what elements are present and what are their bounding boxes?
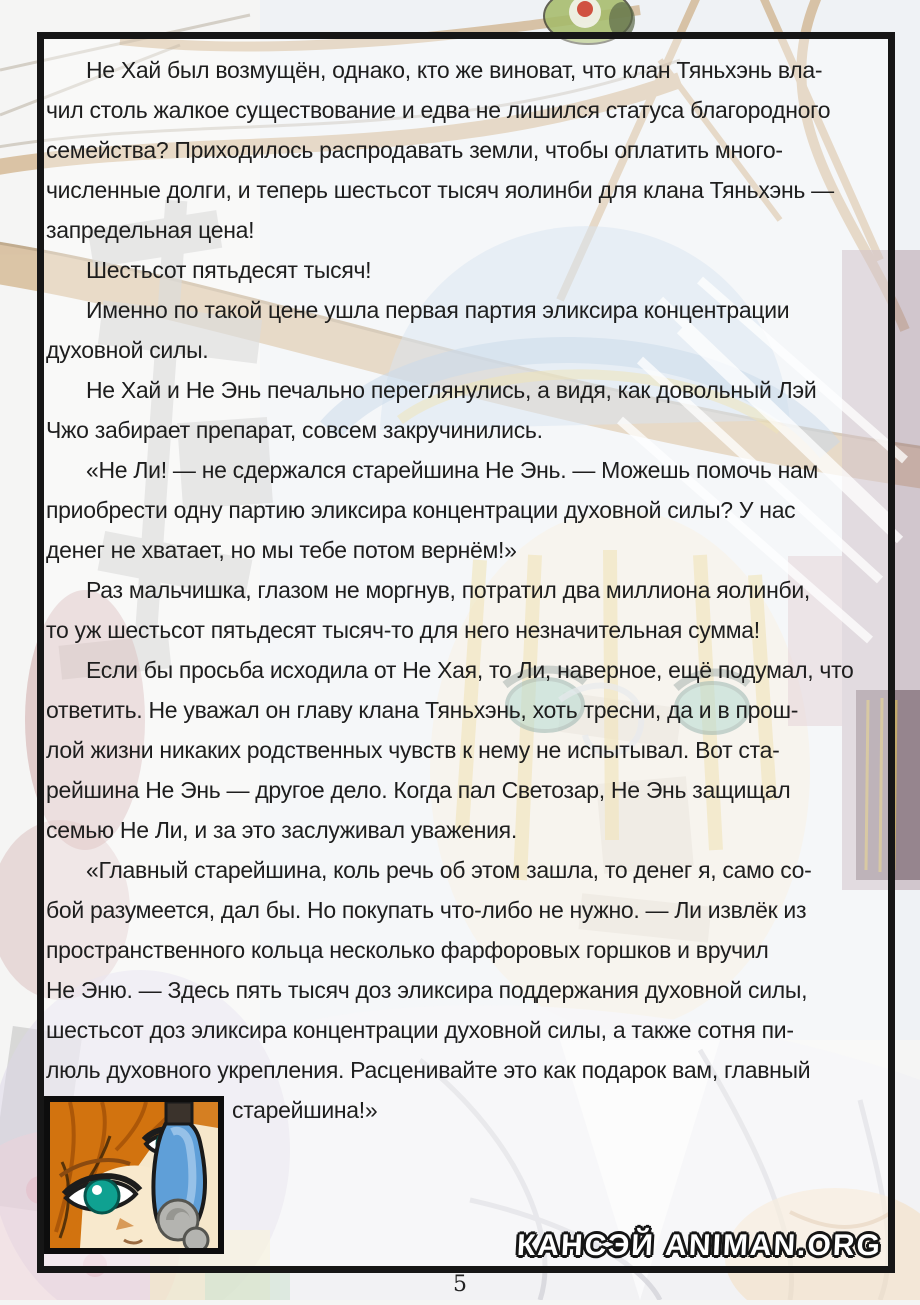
- text-line: Не Хай и Не Энь печально переглянулись, а видя, как довольный Лэй: [86, 377, 817, 403]
- text-line: старейшина!»: [232, 1097, 378, 1123]
- text-line: приобрести одну партию эликсира концентрации духовной силы? У нас: [46, 497, 796, 523]
- text-line: Не Хай был возмущён, однако, кто же виноват, что клан Тяньхэнь вла-: [86, 57, 823, 83]
- text-line: Не Эню. — Здесь пять тысяч доз эликсира поддержания духовной силы,: [46, 977, 808, 1003]
- text-line: запредельная цена!: [46, 217, 255, 243]
- page-number: 5: [453, 1272, 467, 1297]
- text-line: люль духовного укрепления. Расценивайте это как подарок вам, главный: [46, 1057, 811, 1083]
- text-line: чил столь жалкое существование и едва не лишился статуса благородного: [46, 97, 831, 123]
- text-line: «Главный старейшина, коль речь об этом зашла, то денег я, само со-: [86, 857, 812, 883]
- watermark: КАНСЭЙ ANIMAN.ORG: [516, 1229, 883, 1262]
- text-line: духовной силы.: [46, 337, 209, 363]
- text-line: ответить. Не уважал он главу клана Тяньхэнь, хоть тресни, да и в прош-: [46, 697, 799, 723]
- text-line: то уж шестьсот пятьдесят тысяч-то для него незначительная сумма!: [46, 617, 760, 643]
- text-line: денег не хватает, но мы тебе потом вернём!»: [46, 537, 517, 563]
- text-line: лой жизни никаких родственных чувств к нему не испытывал. Вот ста-: [46, 737, 780, 763]
- text-line: Раз мальчишка, глазом не моргнув, потратил два миллиона яолинби,: [86, 577, 810, 603]
- text-line: Если бы просьба исходила от Не Хая, то Ли, наверное, ещё подумал, что: [86, 657, 854, 683]
- text-line: пространственного кольца несколько фарфоровых горшков и вручил: [46, 937, 769, 963]
- text-line: бой разумеется, дал бы. Но покупать что-либо не нужно. — Ли извлёк из: [46, 897, 807, 923]
- text-line: рейшина Не Энь — другое дело. Когда пал Светозар, Не Энь защищал: [46, 777, 791, 803]
- text-line: шестьсот доз эликсира концентрации духовной силы, а также сотня пи-: [46, 1017, 794, 1043]
- text-line: семейства? Приходилось распродавать земли, чтобы оплатить много-: [46, 137, 783, 163]
- text-block: [46, 50, 888, 1130]
- text-line: Шестьсот пятьдесят тысяч!: [86, 257, 372, 283]
- text-line: Чжо забирает препарат, совсем закручинились.: [46, 417, 543, 443]
- text-line: численные долги, и теперь шестьсот тысяч яолинби для клана Тяньхэнь —: [46, 177, 834, 203]
- text-line: семью Не Ли, и за это заслуживал уважения.: [46, 817, 517, 843]
- corner-illustration: [44, 1096, 224, 1254]
- text-line: «Не Ли! — не сдержался старейшина Не Энь. — Можешь помочь нам: [86, 457, 819, 483]
- text-line: Именно по такой цене ушла первая партия эликсира концентрации: [86, 297, 790, 323]
